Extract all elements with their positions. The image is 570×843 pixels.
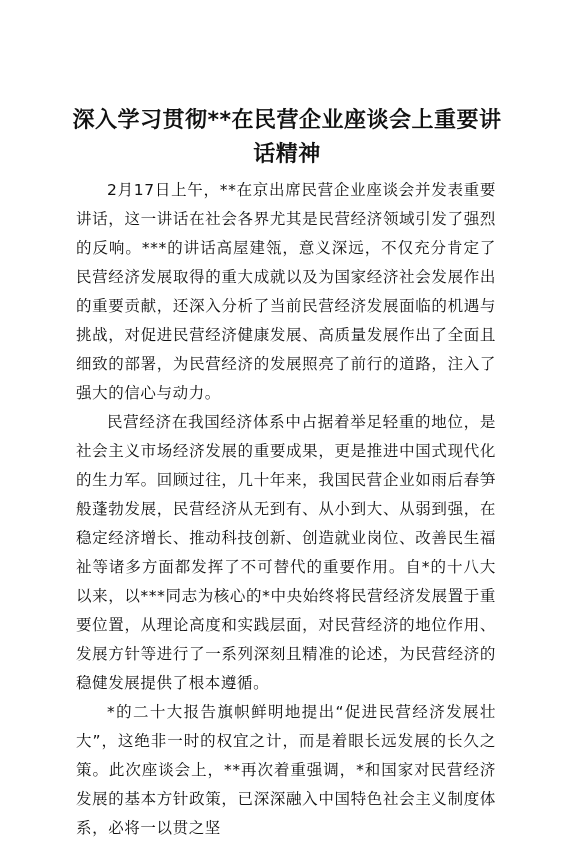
paragraph-3: *的二十大报告旗帜鲜明地提出“促进民营经济发展壮大”，这绝非一时的权宜之计，而是着眼长远发展的长久之策。此次座谈会上，**再次着重强调，*和国家对民营经济发展的基本方针政策，已深深融入中国特色社会主义制度体系，必将一以贯之坚 bbox=[76, 703, 496, 837]
paragraph-1: 2月17日上午，**在京出席民营企业座谈会并发表重要讲话，这一讲话在社会各界尤其是民营经济领域引发了强烈的反响。***的讲话高屋建瓴，意义深远，不仅充分肯定了民营经济发展取得的重大成就以及为国家经济社会发展作出的重要贡献，还深入分析了当前民营经济发展面临的机遇与挑战，对促进民营经济健康发展、高质量发展作出了全面且细致的部署，为民营经济的发展照亮了前行的道路，注入了强大的信心与动力。 bbox=[76, 181, 496, 402]
document-title: 深入学习贯彻**在民营企业座谈会上重要讲话精神 bbox=[72, 108, 502, 167]
document-body bbox=[76, 176, 496, 843]
paragraph-2: 民营经济在我国经济体系中占据着举足轻重的地位，是社会主义市场经济发展的重要成果，更是推进中国式现代化的生力军。回顾过往，几十年来，我国民营企业如雨后春笋般蓬勃发展，民营经济从无到有、从小到大、从弱到强，在稳定经济增长、推动科技创新、创造就业岗位、改善民生福祉等诸多方面都发挥了不可替代的重要作用。自*的十八大以来，以***同志为核心的*中央始终将民营经济发展置于重要位置，从理论高度和实践层面，对民营经济的地位作用、发展方针等进行了一系列深刻且精准的论述，为民营经济的稳健发展提供了根本遵循。 bbox=[76, 413, 496, 692]
